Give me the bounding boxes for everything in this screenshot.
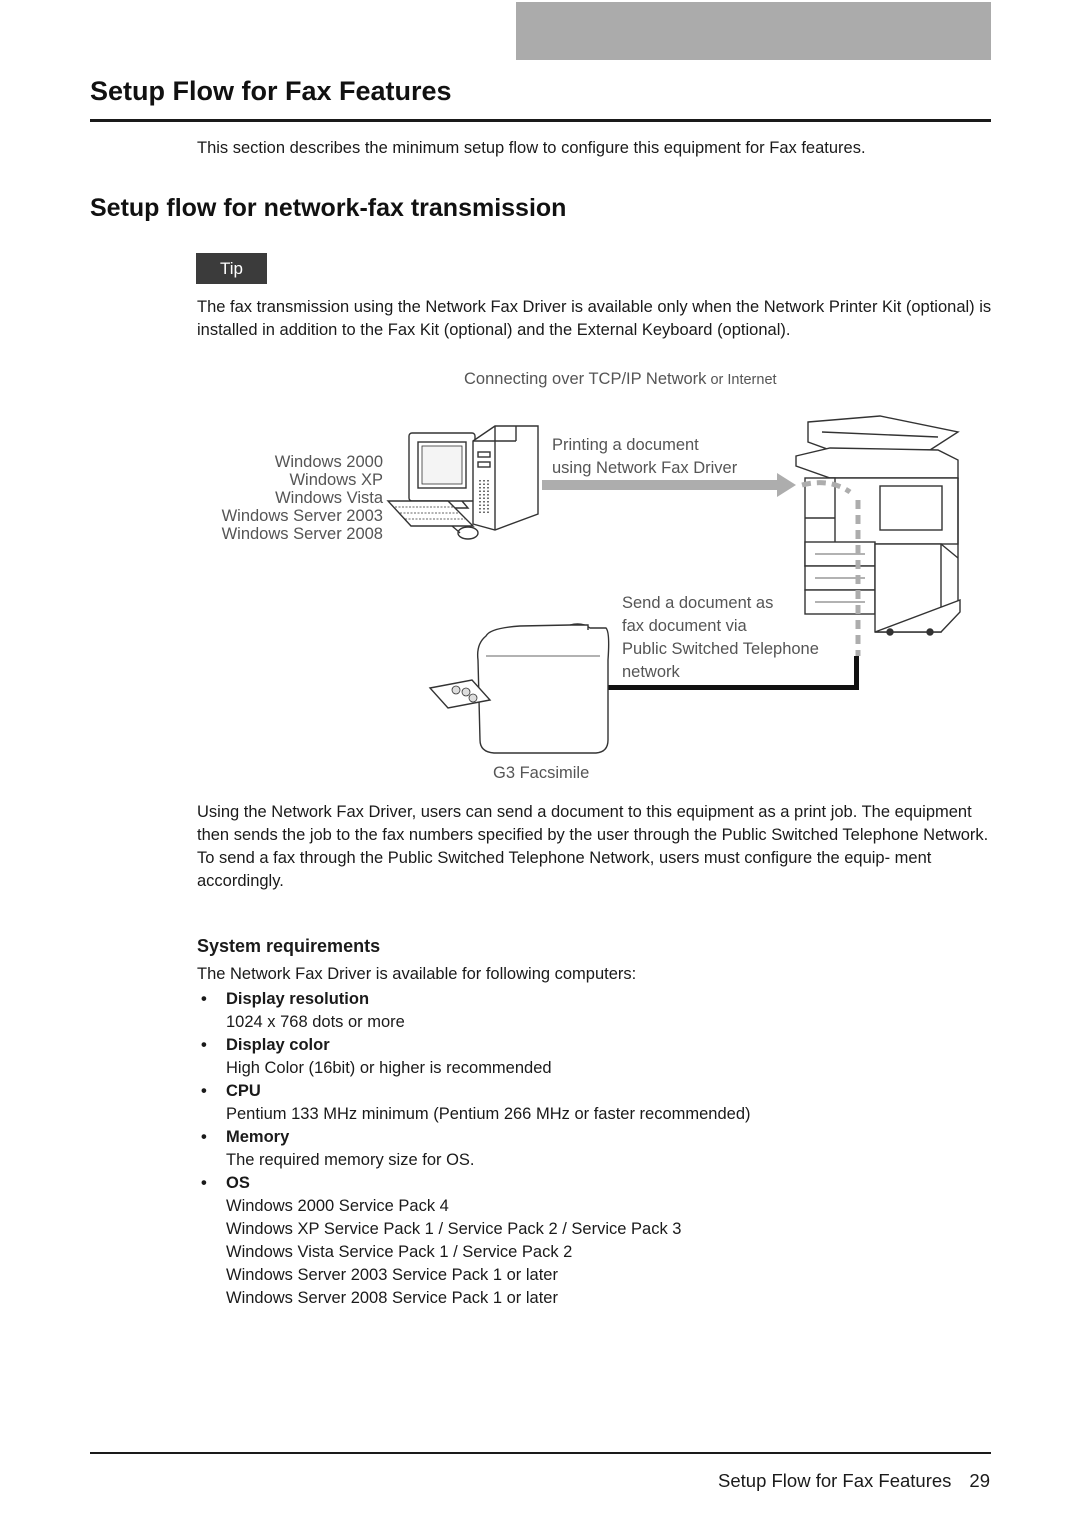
svg-text:Printing a document: Printing a document xyxy=(552,436,699,454)
req-value: Windows Server 2003 Service Pack 1 or later xyxy=(226,1266,558,1284)
bullet-icon: • xyxy=(201,1036,207,1054)
req-value: The required memory size for OS. xyxy=(226,1151,475,1169)
req-cpu: • CPU xyxy=(197,1080,987,1103)
svg-text:Public Switched Telephone: Public Switched Telephone xyxy=(622,640,819,658)
req-value: Windows XP Service Pack 1 / Service Pack 2 / Service Pack 3 xyxy=(226,1220,682,1238)
description-paragraph: Using the Network Fax Driver, users can send a document to this equipment as a print job. The equipment then sends the job to the fax numbers specified by the user through the Public Switched Telephone Network. xyxy=(197,803,989,844)
section-title: Setup flow for network-fax transmission xyxy=(90,194,567,222)
tip-badge: Tip xyxy=(196,253,267,284)
description-paragraph: To send a fax through the Public Switched Telephone Network, users must configure the equip- ment accordingly. xyxy=(197,849,932,890)
fax-label: G3 Facsimile xyxy=(493,764,590,782)
page-number: 29 xyxy=(969,1470,990,1491)
title-rule xyxy=(90,119,991,122)
req-value: Pentium 133 MHz minimum (Pentium 266 MHz or faster recommended) xyxy=(226,1105,751,1123)
bullet-icon: • xyxy=(201,990,207,1008)
svg-text:network: network xyxy=(622,663,680,681)
footer-rule xyxy=(90,1452,991,1454)
footer-section: Setup Flow for Fax Features xyxy=(718,1470,952,1491)
os-list-item: Windows Vista xyxy=(275,489,383,507)
description-block xyxy=(197,801,997,893)
req-display-resolution: • Display resolution xyxy=(197,988,987,1011)
req-value: High Color (16bit) or higher is recommended xyxy=(226,1059,552,1077)
req-value: Windows Vista Service Pack 1 / Service Pack 2 xyxy=(226,1243,573,1261)
req-value: 1024 x 768 dots or more xyxy=(226,1013,405,1031)
svg-text:fax document via: fax document via xyxy=(622,617,747,635)
bullet-icon: • xyxy=(201,1082,207,1100)
os-list xyxy=(222,453,384,543)
mfp-icon xyxy=(796,416,960,635)
svg-text:using Network Fax Driver: using Network Fax Driver xyxy=(552,459,738,477)
tip-text: The fax transmission using the Network Fax Driver is available only when the Network Printer Kit (optional) is installed in addition to the Fax Kit (optional) and the External Keyboard (optional). xyxy=(197,298,992,339)
svg-text:Send a document as: Send a document as xyxy=(622,594,774,612)
chapter-tab xyxy=(516,2,991,60)
req-os: • OS xyxy=(197,1172,987,1195)
req-value: Windows Server 2008 Service Pack 1 or later xyxy=(226,1289,558,1307)
os-list-item: Windows XP xyxy=(289,471,383,489)
requirements-intro: The Network Fax Driver is available for following computers: xyxy=(197,965,637,983)
fax-machine-icon xyxy=(430,624,609,753)
req-memory: • Memory xyxy=(197,1126,987,1149)
requirements-title: System requirements xyxy=(197,936,381,956)
send-label xyxy=(622,594,819,681)
bullet-icon: • xyxy=(201,1128,207,1146)
req-value: Windows 2000 Service Pack 4 xyxy=(226,1197,449,1215)
computer-icon xyxy=(388,426,538,539)
os-list-item: Windows Server 2003 xyxy=(221,507,383,525)
req-display-color: • Display color xyxy=(197,1034,987,1057)
requirements-list xyxy=(197,988,987,1310)
page-title: Setup Flow for Fax Features xyxy=(90,76,452,106)
print-label xyxy=(552,436,738,477)
network-fax-diagram xyxy=(190,360,990,790)
os-list-item: Windows Server 2008 xyxy=(221,525,383,543)
intro-text: This section describes the minimum setup flow to configure this equipment for Fax features. xyxy=(197,139,866,157)
os-list-item: Windows 2000 xyxy=(274,453,383,471)
bullet-icon: • xyxy=(201,1174,207,1192)
network-label: Connecting over TCP/IP Network or Internet xyxy=(464,370,777,388)
page-footer xyxy=(718,1470,990,1492)
